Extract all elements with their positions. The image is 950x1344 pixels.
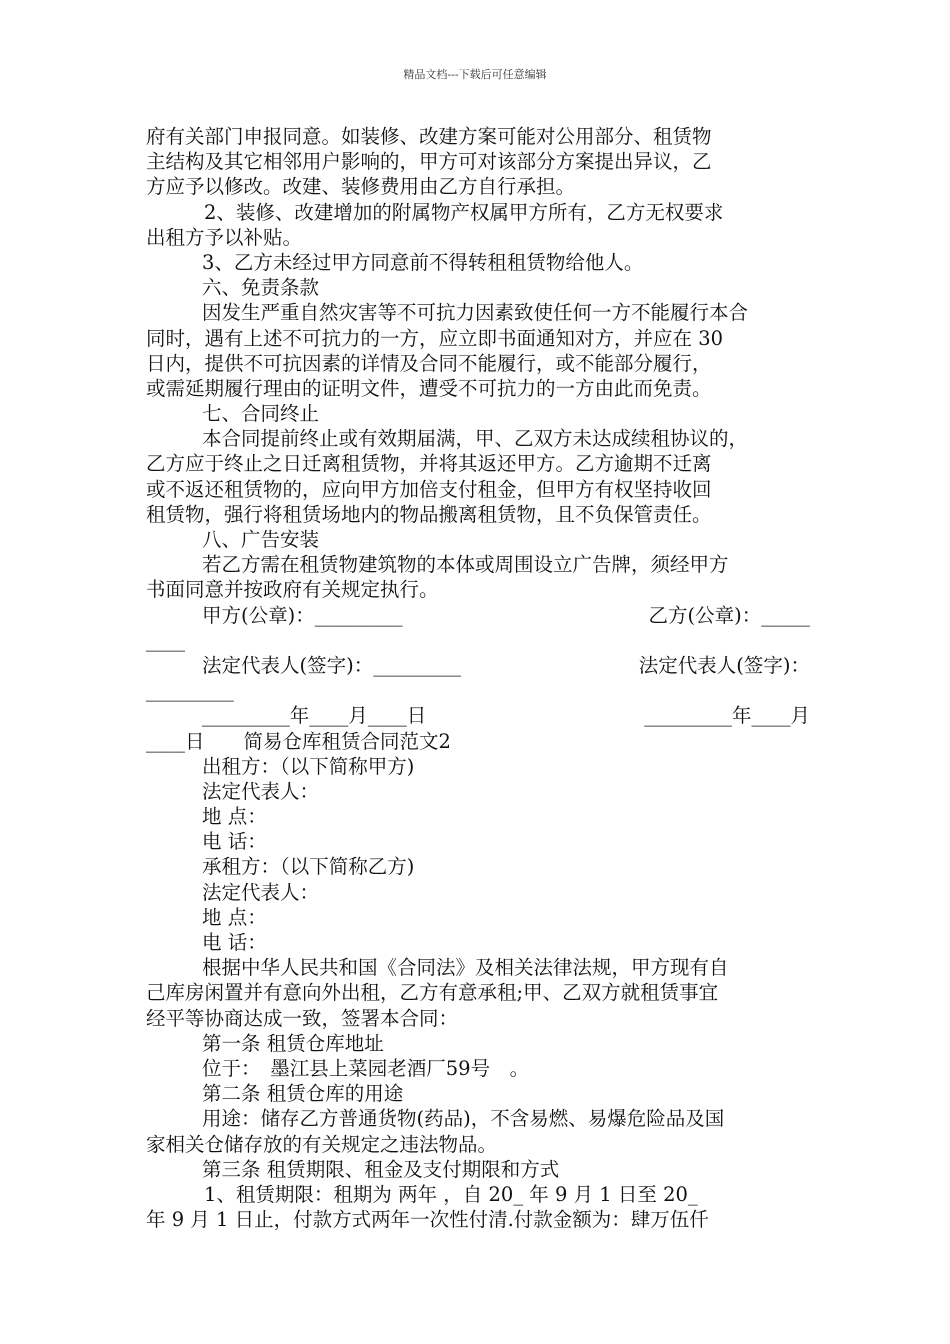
text-line: 己库房闲置并有意向外出租，乙方有意承租;甲、乙双方就租赁事宜 [146,981,719,1005]
text-line: 地 点： [202,805,267,829]
text-line: 方应予以修改。改建、装修费用由乙方自行承担。 [146,175,576,199]
text-line: 经平等协商达成一致，签署本合同： [146,1006,459,1030]
text-line: 日内，提供不可抗因素的详情及合同不能履行，或不能部分履行， [146,351,712,375]
text-line: 承租方：（以下简称乙方) [202,855,415,879]
text-line: 或需延期履行理由的证明文件，遭受不可抗力的一方由此而免责。 [146,376,712,400]
text-line: 用途：储存乙方普通货物(药品)，不含易燃、易爆危险品及国 [202,1107,725,1131]
party-b-date: _________年____月 [644,704,810,728]
text-line: 出租方：（以下简称甲方) [202,754,415,778]
party-b-seal: 乙方(公章)：_____ [648,603,810,627]
text-line: 第三条 租赁期限、租金及支付期限和方式 [202,1157,560,1181]
text-line: 若乙方需在租赁物建筑物的本体或周围设立广告牌，须经甲方 [202,553,729,577]
contract-clauses [146,124,810,603]
page-header: 精品文档---下载后可任意编辑 [403,68,547,81]
document-body [146,124,810,1232]
text-line: 地 点： [202,905,267,929]
text-line: 第二条 租赁仓库的用途 [202,1082,404,1106]
text-line: 八、广告安装 [202,528,320,551]
text-line: 电 话： [202,931,267,954]
text-line: 2、装修、改建增加的附属物产权属甲方所有，乙方无权要求 [204,200,724,224]
text-line: 第一条 租赁仓库地址 [202,1031,384,1055]
text-line: 位于： 墨江县上菜园老酒厂59号 。 [202,1056,530,1080]
text-line: 主结构及其它相邻用户影响的，甲方可对该部分方案提出异议，乙 [146,150,712,174]
text-line: 出租方予以补贴。 [146,225,303,249]
party-b-representative-continued: _________ [146,679,234,703]
signature-row-representative [146,653,810,678]
second-contract [146,754,810,1233]
party-a-seal: 甲方(公章)：_________ [202,603,403,627]
text-line: 同时，遇有上述不可抗力的一方，应立即书面通知对方，并应在 30 [146,326,724,350]
party-b-seal-continued: ____ [146,628,185,652]
party-a-representative: 法定代表人(签字)：_________ [202,653,461,677]
text-line: 本合同提前终止或有效期届满，甲、乙双方未达成续租协议的， [202,427,749,451]
text-line: 六、免责条款 [202,276,320,300]
text-line: 七、合同终止 [202,402,320,426]
text-line: 租赁物，强行将租赁场地内的物品搬离租赁物，且不负保管责任。 [146,502,712,526]
party-b-date-continued-and-title: ____日 简易仓库租赁合同范文2 [146,729,451,753]
text-line: 电 话： [202,830,267,854]
text-line: 府有关部门申报同意。如装修、改建方案可能对公用部分、租赁物 [146,125,712,148]
text-line: 1、租赁期限：租期为 两年 ，自 20_ 年 9 月 1 日至 20_ [204,1182,698,1206]
party-a-date: _________年____月____日 [202,704,427,728]
text-line: 法定代表人： [202,880,320,904]
text-line: 年 9 月 1 日止，付款方式两年一次性付清.付款金额为：肆万伍仟 [146,1208,709,1232]
signature-row-date [146,703,810,728]
text-line: 根据中华人民共和国《合同法》及相关法律法规，甲方现有自 [202,956,729,980]
text-line: 因发生严重自然灾害等不可抗力因素致使任何一方不能履行本合 [202,301,749,325]
text-line: 乙方应于终止之日迁离租赁物，并将其返还甲方。乙方逾期不迁离 [146,452,712,476]
text-line: 3、乙方未经过甲方同意前不得转租租赁物给他人。 [202,250,644,274]
signature-row-seal [146,603,810,628]
party-b-representative: 法定代表人(签字)： [638,653,810,677]
text-line: 家相关仓储存放的有关规定之违法物品。 [146,1132,498,1156]
text-line: 书面同意并按政府有关规定执行。 [146,578,439,602]
text-line: 或不返还租赁物的，应向甲方加倍支付租金，但甲方有权坚持收回 [146,477,712,501]
text-line: 法定代表人： [202,779,320,803]
